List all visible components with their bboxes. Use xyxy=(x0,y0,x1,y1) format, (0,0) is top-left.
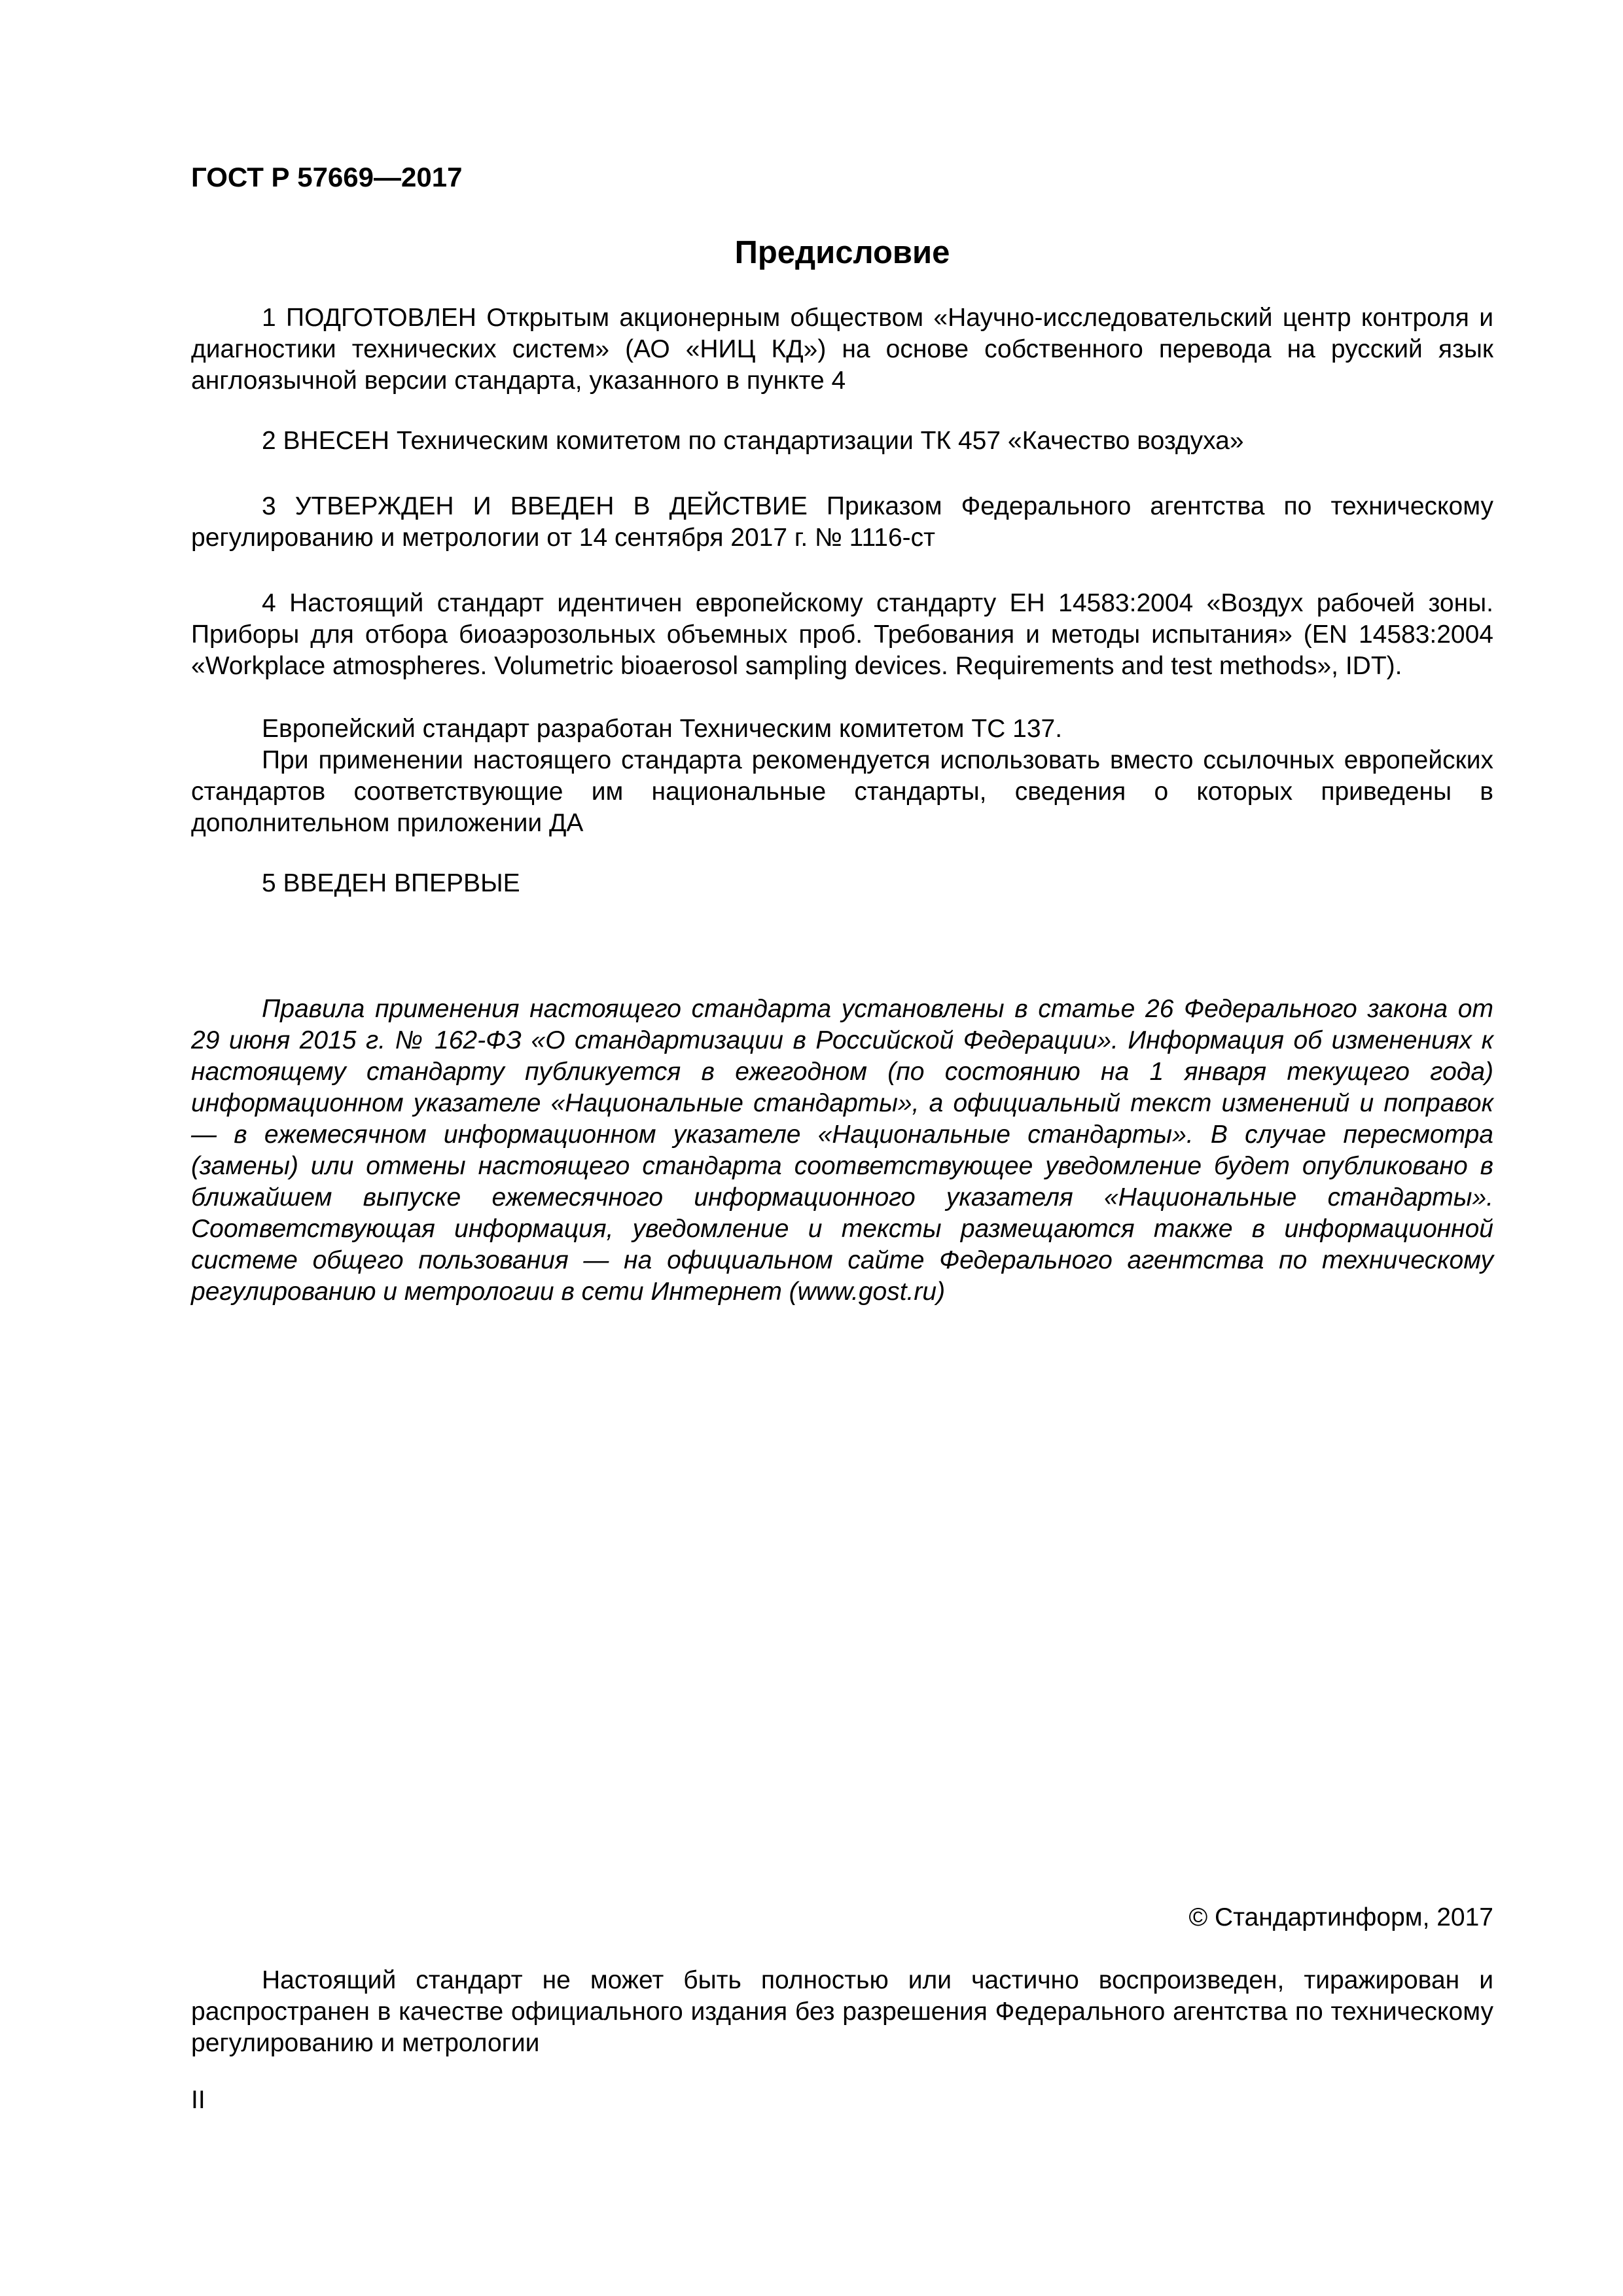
foreword-item-2: 2 ВНЕСЕН Техническим комитетом по стандартизации ТК 457 «Качество воздуха» xyxy=(262,427,1244,455)
foreword-item-4: 4 Настоящий стандарт идентичен европейскому стандарту ЕН 14583:2004 «Воздух рабочей зоны. Приборы для отбора биоаэрозольных объемных проб. Требования и методы испытания» (EN 14583:2004 «Workplace atmospheres. Volumetric bioaerosol sampling devices. Requirements and test methods», IDT). xyxy=(191,589,1493,680)
foreword-item-1: 1 ПОДГОТОВЛЕН Открытым акционерным обществом «Научно-исследовательский центр контроля и диагностики технических систем» (АО «НИЦ КД») на основе собственного перевода на русский язык англоязычной версии стандарта, указанного в пункте 4 xyxy=(191,304,1493,395)
foreword-item-5: 5 ВВЕДЕН ВПЕРВЫЕ xyxy=(262,869,520,897)
application-rules-note: Правила применения настоящего стандарта установлены в статье 26 Федерального закона от 29 июня 2015 г. № 162-ФЗ «О стандартизации в Российской Федерации». Информация об изменениях к настоящему стандарту публикуется в ежегодном (по состоянию на 1 января текущего года) информационном указателе «Национальные стандарты», а официальный текст изменений и поправок — в ежемесячном информационном указателе «Национальные стандарты». В случае пересмотра (замены) или отмены настоящего стандарта соответствующее уведомление будет опубликовано в ближайшем выпуске ежемесячного информационного указателя «Национальные стандарты». Соответствующая информация, уведомление и тексты размещаются также в информационной системе общего пользования — на официальном сайте Федерального агентства по техническому регулированию и метрологии в сети Интернет (www.gost.ru) xyxy=(191,995,1493,1306)
copyright-line: © Стандартинформ, 2017 xyxy=(1188,1903,1493,1931)
page-number: II xyxy=(191,2086,205,2114)
reproduction-notice: Настоящий стандарт не может быть полностью или частично воспроизведен, тиражирован и распространен в качестве официального издания без разрешения Федерального агентства по техническому регулированию и метрологии xyxy=(191,1966,1493,2057)
foreword-item-4-developer: Европейский стандарт разработан Техническим комитетом ТС 137. xyxy=(262,715,1063,743)
foreword-item-3: 3 УТВЕРЖДЕН И ВВЕДЕН В ДЕЙСТВИЕ Приказом Федерального агентства по техническому регулированию и метрологии от 14 сентября 2017 г. № 1116-ст xyxy=(191,492,1493,552)
foreword-title: Предисловие xyxy=(734,235,950,270)
standard-code-header: ГОСТ Р 57669—2017 xyxy=(191,162,463,192)
foreword-item-4-note: При применении настоящего стандарта рекомендуется использовать вместо ссылочных европейских стандартов соответствующие им национальные стандарты, сведения о которых приведены в дополнительном приложении ДА xyxy=(191,746,1493,837)
